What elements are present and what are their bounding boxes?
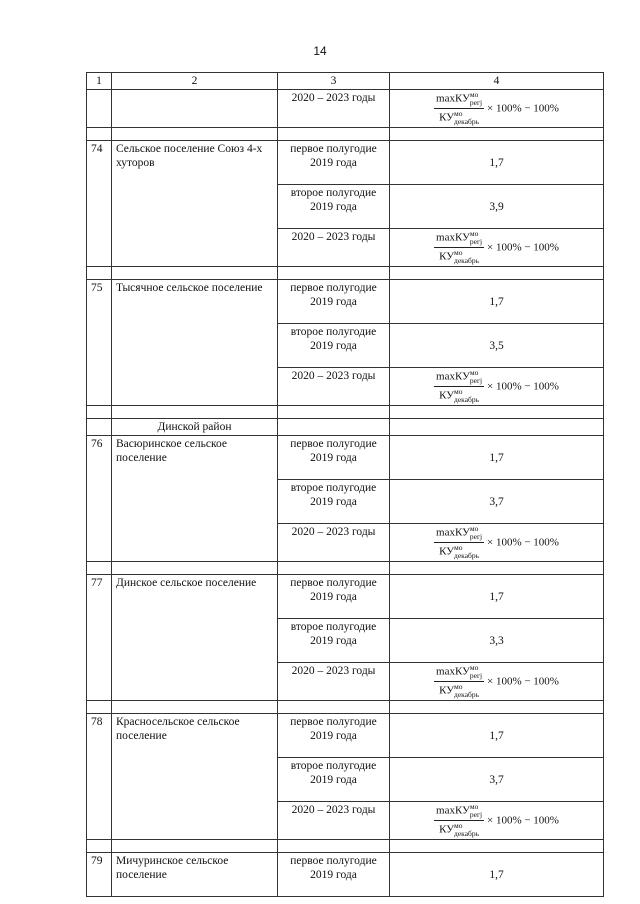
table-row <box>87 141 604 185</box>
value-cell: 3,7 <box>390 480 604 524</box>
period-cell: первое полугодие 2019 года <box>278 280 390 324</box>
period-cell: первое полугодие 2019 года <box>278 575 390 619</box>
formula-tail: × 100% − 100% <box>486 241 559 254</box>
formula <box>434 803 484 838</box>
row-number: 79 <box>87 853 112 897</box>
row-number: 76 <box>87 436 112 562</box>
spacer-row <box>87 267 604 280</box>
formula <box>434 91 484 126</box>
period-cell: 2020 – 2023 годы <box>278 663 390 701</box>
formula-denominator: КУмо декабрь <box>439 543 480 560</box>
value-cell: 3,3 <box>390 619 604 663</box>
period-cell: второе полугодие 2019 года <box>278 480 390 524</box>
formula-cell <box>390 90 604 128</box>
spacer-row <box>87 701 604 714</box>
spacer-row <box>87 562 604 575</box>
row-number: 75 <box>87 280 112 406</box>
formula-numerator: maxКУмо регj <box>436 90 483 107</box>
period-cell: 2020 – 2023 годы <box>278 229 390 267</box>
district-row <box>87 419 604 436</box>
value-cell: 1,7 <box>390 575 604 619</box>
period-cell: 2020 – 2023 годы <box>278 524 390 562</box>
settlement-name: Сельское поселение Союз 4-х хуторов <box>112 141 278 267</box>
formula-cell <box>390 229 604 267</box>
table-row <box>87 575 604 619</box>
period-cell: второе полугодие 2019 года <box>278 758 390 802</box>
formula-denominator: КУмо декабрь <box>439 387 480 404</box>
period-cell: первое полугодие 2019 года <box>278 436 390 480</box>
formula-numerator: maxКУмо регj <box>436 524 483 541</box>
settlement-name: Красносельское сельское поселение <box>112 714 278 840</box>
value-cell: 1,7 <box>390 280 604 324</box>
table-row <box>87 714 604 758</box>
district-name: Динской район <box>112 419 278 436</box>
period-cell: второе полугодие 2019 года <box>278 185 390 229</box>
formula-tail: × 100% − 100% <box>486 102 559 115</box>
row-number: 74 <box>87 141 112 267</box>
value-cell: 3,7 <box>390 758 604 802</box>
period-cell: первое полугодие 2019 года <box>278 714 390 758</box>
formula-denominator: КУмо декабрь <box>439 248 480 265</box>
tariff-table <box>86 72 604 897</box>
formula-tail: × 100% − 100% <box>486 675 559 688</box>
header-cell: 2 <box>112 73 278 90</box>
header-cell: 4 <box>390 73 604 90</box>
period-cell: первое полугодие 2019 года <box>278 853 390 897</box>
formula <box>434 664 484 699</box>
header-cell: 1 <box>87 73 112 90</box>
value-cell: 1,7 <box>390 141 604 185</box>
value-cell: 1,7 <box>390 436 604 480</box>
continuation-row <box>87 90 604 128</box>
value-cell: 1,7 <box>390 853 604 897</box>
settlement-name: Васюринское сельское поселение <box>112 436 278 562</box>
formula-cell <box>390 368 604 406</box>
settlement-name: Тысячное сельское поселение <box>112 280 278 406</box>
formula-numerator: maxКУмо регj <box>436 802 483 819</box>
table-row <box>87 853 604 897</box>
period-cell: 2020 – 2023 годы <box>278 90 390 128</box>
spacer-row <box>87 406 604 419</box>
spacer-row <box>87 128 604 141</box>
formula-numerator: maxКУмо регj <box>436 368 483 385</box>
row-number <box>87 90 112 128</box>
header-row <box>87 73 604 90</box>
row-number: 77 <box>87 575 112 701</box>
spacer-row <box>87 840 604 853</box>
formula-cell <box>390 663 604 701</box>
table-row <box>87 280 604 324</box>
settlement-name <box>112 90 278 128</box>
formula-denominator: КУмо декабрь <box>439 109 480 126</box>
formula <box>434 230 484 265</box>
formula-tail: × 100% − 100% <box>486 814 559 827</box>
formula-denominator: КУмо декабрь <box>439 821 480 838</box>
period-cell: второе полугодие 2019 года <box>278 324 390 368</box>
period-cell: 2020 – 2023 годы <box>278 368 390 406</box>
formula-tail: × 100% − 100% <box>486 380 559 393</box>
period-cell: второе полугодие 2019 года <box>278 619 390 663</box>
formula <box>434 525 484 560</box>
row-number: 78 <box>87 714 112 840</box>
page-number: 14 <box>313 44 327 58</box>
formula-cell <box>390 524 604 562</box>
formula-denominator: КУмо декабрь <box>439 682 480 699</box>
table-row <box>87 436 604 480</box>
formula-numerator: maxКУмо регj <box>436 229 483 246</box>
value-cell: 3,9 <box>390 185 604 229</box>
value-cell: 1,7 <box>390 714 604 758</box>
settlement-name: Мичуринское сельское поселение <box>112 853 278 897</box>
value-cell: 3,5 <box>390 324 604 368</box>
formula-tail: × 100% − 100% <box>486 536 559 549</box>
formula-numerator: maxКУмо регj <box>436 663 483 680</box>
header-cell: 3 <box>278 73 390 90</box>
settlement-name: Динское сельское поселение <box>112 575 278 701</box>
period-cell: 2020 – 2023 годы <box>278 802 390 840</box>
formula <box>434 369 484 404</box>
formula-cell <box>390 802 604 840</box>
period-cell: первое полугодие 2019 года <box>278 141 390 185</box>
